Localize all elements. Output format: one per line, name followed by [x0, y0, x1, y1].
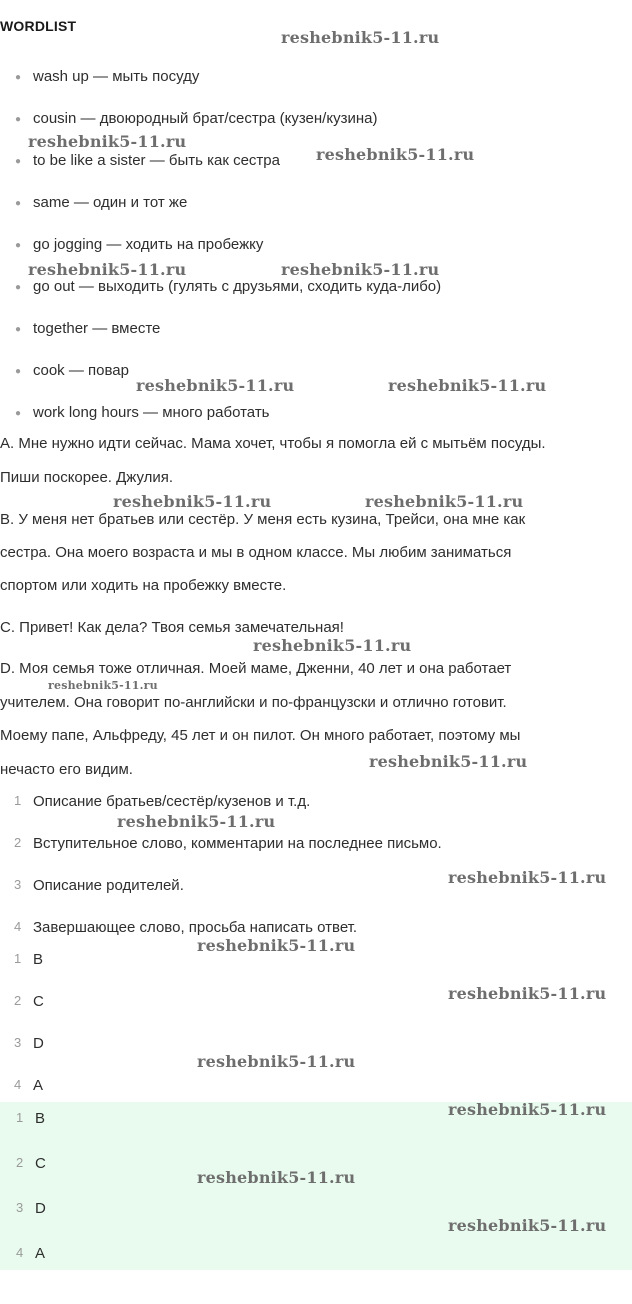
watermark: reshebnik5-11.ru — [197, 1052, 356, 1071]
bullet-icon: ● — [15, 282, 22, 293]
watermark: reshebnik5-11.ru — [369, 752, 528, 771]
paragraph-d-line: нечасто его видим. — [0, 761, 133, 778]
bullet-icon: ● — [15, 408, 22, 419]
watermark: reshebnik5-11.ru — [117, 812, 276, 831]
watermark: reshebnik5-11.ru — [365, 492, 524, 511]
paragraph-b-line: В. У меня нет братьев или сестёр. У меня есть кузина, Трейси, она мне как — [0, 511, 526, 528]
paragraph-a-line: А. Мне нужно идти сейчас. Мама хочет, чтобы я помогла ей с мытьём посуды. — [0, 435, 546, 452]
watermark: reshebnik5-11.ru — [136, 376, 295, 395]
bullet-icon: ● — [15, 366, 22, 377]
watermark: reshebnik5-11.ru — [448, 868, 607, 887]
paragraph-d-line: D. Моя семья тоже отличная. Моей маме, Дженни, 40 лет и она работает — [0, 660, 512, 677]
watermark: reshebnik5-11.ru — [448, 1100, 607, 1119]
wordlist-heading: WORDLIST — [0, 18, 77, 34]
watermark: reshebnik5-11.ru — [28, 260, 187, 279]
watermark: reshebnik5-11.ru — [253, 636, 412, 655]
paragraph-b-line: спортом или ходить на пробежку вместе. — [0, 577, 287, 594]
paragraph-d-line: Моему папе, Альфреду, 45 лет и он пилот. Он много работает, поэтому мы — [0, 727, 521, 744]
watermark: reshebnik5-11.ru — [48, 679, 158, 692]
watermark: reshebnik5-11.ru — [388, 376, 547, 395]
watermark: reshebnik5-11.ru — [448, 1216, 607, 1235]
highlighted-answer-block: 1 B 2 C 3 D 4 A — [0, 1102, 632, 1270]
bullet-icon: ● — [15, 114, 22, 125]
paragraph-c-line: С. Привет! Как дела? Твоя семья замечательная! — [0, 619, 344, 636]
bullet-icon: ● — [15, 240, 22, 251]
watermark: reshebnik5-11.ru — [281, 260, 440, 279]
bullet-icon: ● — [15, 156, 22, 167]
bullet-icon: ● — [15, 198, 22, 209]
watermark: reshebnik5-11.ru — [197, 1168, 356, 1187]
watermark: reshebnik5-11.ru — [316, 145, 475, 164]
paragraph-a-line: Пиши поскорее. Джулия. — [0, 469, 174, 486]
paragraph-d-line: учителем. Она говорит по-английски и по-французски и отлично готовит. — [0, 694, 507, 711]
watermark: reshebnik5-11.ru — [197, 936, 356, 955]
watermark: reshebnik5-11.ru — [113, 492, 272, 511]
watermark: reshebnik5-11.ru — [448, 984, 607, 1003]
bullet-icon: ● — [15, 324, 22, 335]
paragraph-b-line: сестра. Она моего возраста и мы в одном классе. Мы любим заниматься — [0, 544, 512, 561]
watermark: reshebnik5-11.ru — [28, 132, 187, 151]
bullet-icon: ● — [15, 72, 22, 83]
watermark: reshebnik5-11.ru — [281, 28, 440, 47]
page: WORDLIST ● wash up — мыть посуду ● cousin — двоюродный брат/сестра (кузен/кузина) ● to be like a sister — быть как сестра ● same — один и тот же ● go jogging — ходить на пробежку ● go out — выходить (гулять с друзьями, сходить куда-либо) ● together — вместе ● cook — повар ● work long hours — много работать А. Мне нужно идти сейчас. Мама хочет, чтобы я помогла ей с мытьём посуды. Пиши поскорее. Джулия. В. У меня нет братьев или сестёр. У меня есть кузина, Трейси, она мне как сестра. Она моего возраста и мы в одном классе. Мы любим заниматься спортом или ходить на пробежку вместе. С. Привет! Как дела? Твоя семья замечательная! D. Моя семья тоже отличная. Моей маме, Дженни, 40 лет и она работает учителем. Она говорит по-английски и по-французски и отлично готовит. Моему папе, Альфреду, 45 лет и он пилот. Он много работает, поэтому мы нечасто его видим. 1 Описание братьев/сестёр/кузенов и т.д. 2 Вступительное слово, комментарии на последнее письмо. 3 Описание родителей. 4 Завершающее слово, просьба написать ответ. 1 B 2 C 3 D 4 A 1 B 2 C 3 D 4 A reshebnik5-11.ru reshebnik5-11.ru reshebnik5-11.ru reshebnik5-11.ru reshebnik5-11.ru reshebnik5-11.ru reshebnik5-11.ru reshebnik5-11.ru reshebnik5-11.ru reshebnik5-11.ru reshebnik5-11.ru reshebnik5-11.ru reshebnik5-11.ru reshebnik5-11.ru reshebnik5-11.ru reshebnik5-11.ru reshebnik5-11.ru reshebnik5-11.ru reshebnik5-11.ru reshebnik5-11.ru — [0, 0, 632, 1304]
